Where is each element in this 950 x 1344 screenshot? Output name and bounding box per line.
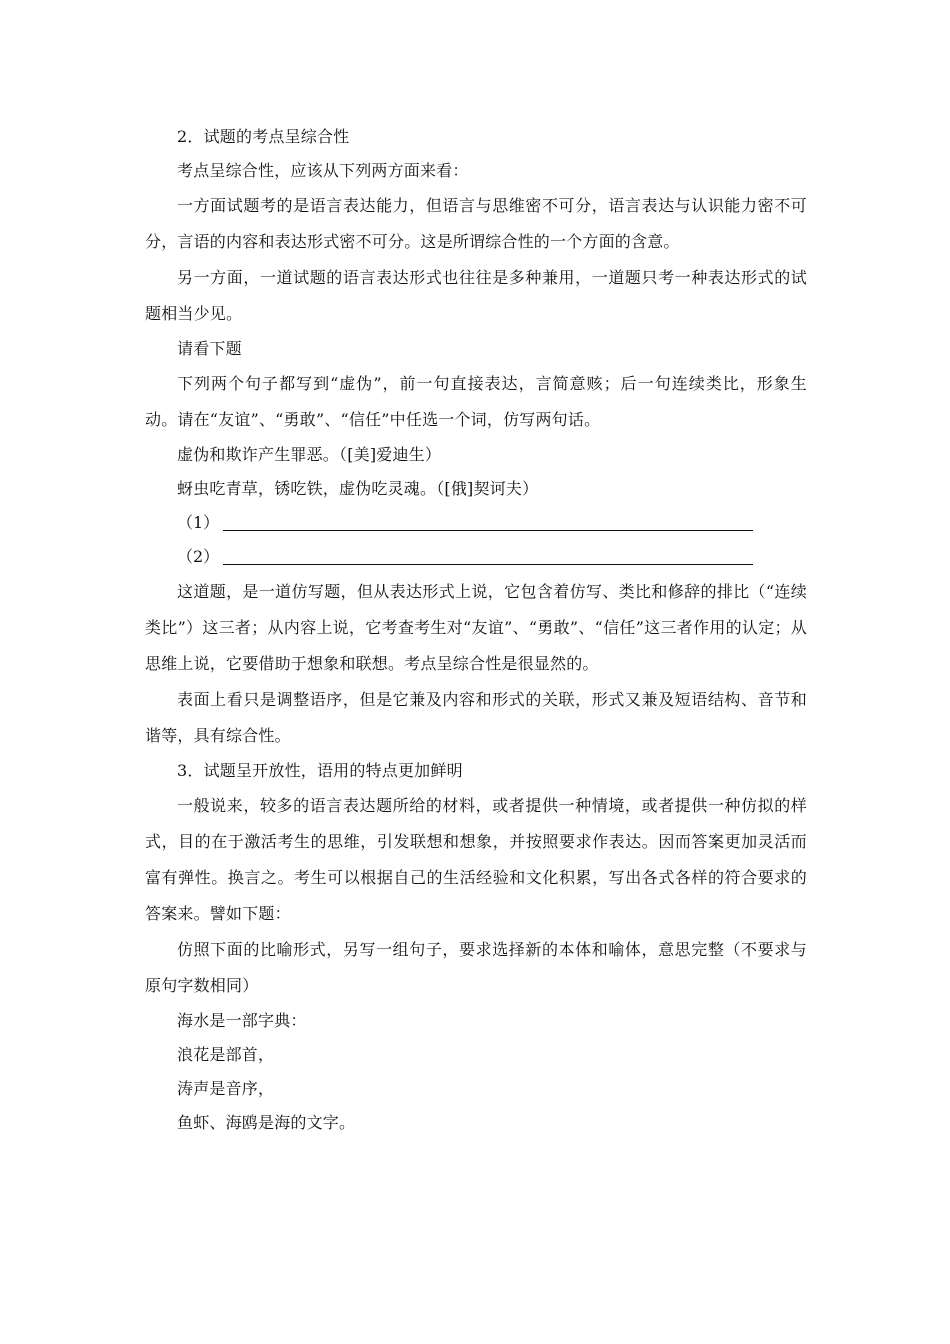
paragraph: 一方面试题考的是语言表达能力，但语言与思维密不可分，语言表达与认识能力密不可分，言语的内容和表达形式密不可分。这是所谓综合性的一个方面的含意。 [145,196,807,251]
answer-blank-1 [145,506,807,540]
paragraph: 一般说来，较多的语言表达题所给的材料，或者提供一种情境，或者提供一种仿拟的样式，目的在于激活考生的思维，引发联想和想象，并按照要求作表达。因而答案更加灵活而富有弹性。换言之。考生可以根据自己的生活经验和文化积累，写出各式各样的符合要求的答案来。譬如下题： [145,796,807,923]
question-prompt: 下列两个句子都写到“虚伪”，前一句直接表达，言简意赅；后一句连续类比，形象生动。请在“友谊”、“勇敢”、“信任”中任选一个词，仿写两句话。 [145,374,807,429]
answer-line [223,563,753,565]
paragraph: 另一方面，一道试题的语言表达形式也往往是多种兼用，一道题只考一种表达形式的试题相当少见。 [145,268,807,323]
paragraph: 表面上看只是调整语序，但是它兼及内容和形式的关联，形式又兼及短语结构、音节和谐等，具有综合性。 [145,690,807,745]
quote: 虚伪和欺诈产生罪恶。（[美]爱迪生） [177,445,442,464]
example-line: 鱼虾、海鸥是海的文字。 [177,1113,356,1132]
answer-blank-2 [145,540,807,574]
quote: 蚜虫吃青草，锈吃铁，虚伪吃灵魂。（[俄]契诃夫） [177,479,539,498]
example-line: 浪花是部首， [177,1045,275,1064]
paragraph: 请看下题 [177,339,242,358]
section-heading-2: 2．试题的考点呈综合性 [177,127,350,146]
section-heading-3: 3．试题呈开放性，语用的特点更加鲜明 [177,761,463,780]
example-line: 涛声是音序， [177,1079,275,1098]
blank-label: （1） [177,513,220,532]
answer-line [223,529,753,531]
document-body [145,120,807,1140]
blank-label: （2） [177,547,220,566]
question-prompt: 仿照下面的比喻形式，另写一组句子，要求选择新的本体和喻体，意思完整（不要求与原句字数相同） [145,940,807,995]
paragraph: 这道题，是一道仿写题，但从表达形式上说，它包含着仿写、类比和修辞的排比（“连续类比”）这三者；从内容上说，它考查考生对“友谊”、“勇敢”、“信任”这三者作用的认定；从思维上说，它要借助于想象和联想。考点呈综合性是很显然的。 [145,582,807,673]
example-line: 海水是一部字典： [177,1011,307,1030]
paragraph: 考点呈综合性，应该从下列两方面来看： [177,161,469,180]
